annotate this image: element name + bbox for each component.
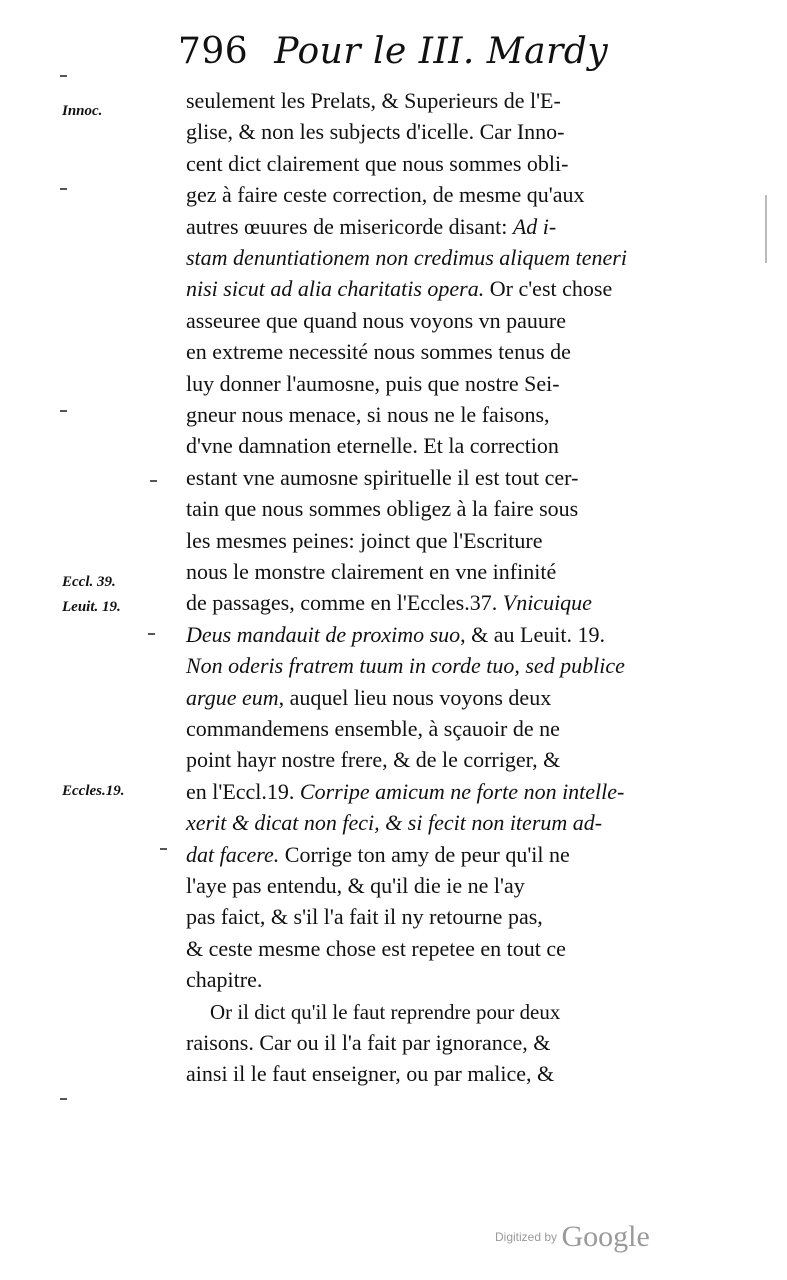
margin-mark bbox=[60, 188, 67, 190]
margin-mark bbox=[148, 633, 155, 635]
text-line bbox=[186, 369, 686, 399]
margin-mark bbox=[60, 410, 67, 412]
text-line bbox=[186, 777, 686, 807]
text-line bbox=[186, 1028, 686, 1058]
text-line bbox=[186, 180, 686, 210]
text-segment: pas faict, & s'il l'a fait il ny retourne pas, bbox=[186, 904, 543, 930]
latin-quotation: stam denuntiationem non credimus aliquem teneri bbox=[186, 245, 627, 270]
margin-note-leuit-19: Leuit. 19. bbox=[62, 599, 121, 615]
text-segment: autres œuures de misericorde disant: bbox=[186, 213, 513, 239]
text-line bbox=[186, 274, 686, 304]
latin-quotation: dat facere. bbox=[186, 841, 280, 867]
text-segment: & ceste mesme chose est repetee en tout ce bbox=[186, 935, 566, 961]
text-line bbox=[186, 714, 686, 744]
latin-quotation: nisi sicut ad alia charitatis opera. bbox=[186, 276, 485, 302]
text-line bbox=[186, 934, 686, 964]
text-segment: gez à faire ceste correction, de mesme qu'aux bbox=[186, 182, 585, 208]
text-line bbox=[186, 337, 686, 367]
text-segment: l'aye pas entendu, & qu'il die ie ne l'ay bbox=[186, 873, 525, 898]
latin-quotation: Vnicuique bbox=[502, 590, 592, 616]
running-header bbox=[178, 28, 698, 76]
text-line bbox=[186, 463, 686, 493]
latin-quotation: argue eum bbox=[186, 684, 279, 710]
text-segment: nous le monstre clairement en vne infinité bbox=[186, 559, 557, 584]
text-line bbox=[186, 683, 686, 713]
margin-mark bbox=[160, 848, 167, 850]
text-line bbox=[186, 840, 686, 870]
text-segment: en extreme necessité nous sommes tenus de bbox=[186, 339, 571, 365]
text-line bbox=[186, 1059, 686, 1089]
text-segment: de passages, comme en l'Eccles.37. bbox=[186, 590, 503, 616]
google-logo-text: Google bbox=[561, 1220, 650, 1253]
text-segment: asseuree que quand nous voyons vn pauure bbox=[186, 307, 567, 333]
text-line bbox=[186, 431, 686, 461]
text-line bbox=[186, 243, 686, 273]
latin-quotation: Ad i- bbox=[512, 213, 557, 239]
text-segment: estant vne aumosne spirituelle il est tout cer- bbox=[186, 464, 579, 490]
text-segment: , auquel lieu nous voyons deux bbox=[278, 684, 552, 710]
digitized-by-google-watermark bbox=[495, 1220, 650, 1260]
margin-mark bbox=[150, 480, 157, 482]
text-line bbox=[186, 902, 686, 932]
text-line bbox=[186, 871, 686, 901]
text-line bbox=[186, 86, 686, 116]
text-line bbox=[186, 306, 686, 336]
text-segment: les mesmes peines: joinct que l'Escriture bbox=[186, 527, 543, 553]
running-title: Pour le III. Mardy bbox=[274, 31, 609, 72]
scan-edge-line bbox=[765, 195, 767, 263]
text-line bbox=[186, 212, 686, 242]
text-segment: ainsi il le faut enseigner, ou par malice, & bbox=[186, 1061, 555, 1087]
text-segment: , & au Leuit. 19. bbox=[460, 621, 605, 647]
text-line bbox=[186, 149, 686, 179]
text-line bbox=[186, 588, 686, 618]
digitized-label: Digitized by bbox=[495, 1230, 558, 1244]
latin-quotation: Deus mandauit de proximo suo bbox=[186, 621, 461, 647]
text-segment: d'vne damnation eternelle. Et la correction bbox=[186, 433, 559, 459]
latin-quotation: Corripe amicum ne forte non intelle- bbox=[299, 778, 625, 804]
text-line bbox=[210, 997, 710, 1027]
text-line bbox=[186, 620, 686, 650]
text-segment: tain que nous sommes obligez à la faire sous bbox=[186, 496, 579, 522]
text-line bbox=[186, 745, 686, 775]
text-segment: cent dict clairement que nous sommes obli- bbox=[186, 150, 569, 176]
text-segment: gneur nous menace, si nous ne le faisons, bbox=[186, 402, 550, 427]
text-segment: seulement les Prelats, & Superieurs de l'E- bbox=[186, 88, 561, 113]
text-segment: Or c'est chose bbox=[484, 276, 613, 302]
text-segment: commandemens ensemble, à sçauoir de ne bbox=[186, 716, 560, 741]
text-segment: en l'Eccl.19. bbox=[186, 778, 300, 804]
text-line bbox=[186, 808, 686, 838]
text-line bbox=[186, 117, 686, 147]
latin-quotation: xerit & dicat non feci, & si fecit non iterum ad- bbox=[186, 810, 603, 836]
text-segment: chapitre. bbox=[186, 967, 263, 993]
text-line bbox=[186, 400, 686, 430]
text-line bbox=[186, 526, 686, 556]
text-segment: point hayr nostre frere, & de le corriger, & bbox=[186, 747, 561, 773]
margin-mark bbox=[60, 1098, 67, 1100]
margin-note-eccles-19: Eccles.19. bbox=[62, 783, 125, 799]
margin-note-innoc: Innoc. bbox=[62, 103, 103, 119]
text-line bbox=[186, 965, 686, 995]
text-line bbox=[186, 651, 686, 681]
margin-mark bbox=[60, 75, 67, 77]
text-segment: luy donner l'aumosne, puis que nostre Sei- bbox=[186, 370, 560, 396]
text-segment: Or il dict qu'il le faut reprendre pour deux bbox=[210, 999, 561, 1024]
text-line bbox=[186, 494, 686, 524]
text-segment: glise, & non les subjects d'icelle. Car Inno- bbox=[186, 119, 565, 145]
text-line bbox=[186, 557, 686, 587]
latin-quotation: Non oderis fratrem tuum in corde tuo, sed publice bbox=[186, 653, 625, 679]
margin-note-eccl-39: Eccl. 39. bbox=[62, 574, 116, 590]
text-segment: raisons. Car ou il l'a fait par ignorance, & bbox=[186, 1030, 551, 1055]
page-number: 796 bbox=[178, 31, 249, 72]
text-segment: Corrige ton amy de peur qu'il ne bbox=[279, 841, 570, 867]
